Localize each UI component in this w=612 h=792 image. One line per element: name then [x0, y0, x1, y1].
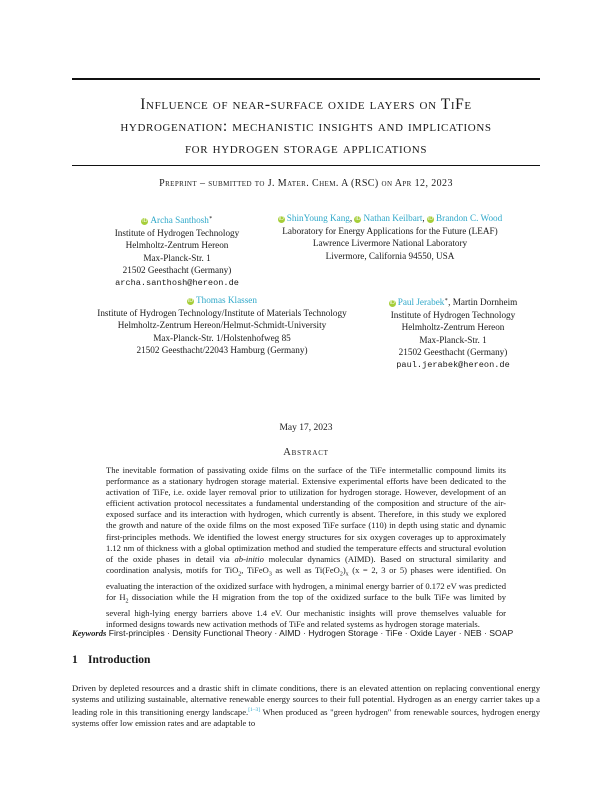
author-email[interactable]: paul.jerabek@hereon.de — [396, 360, 510, 371]
affiliation-line: 21502 Geesthacht (Germany) — [398, 347, 508, 358]
keyword-item: NEB — [463, 628, 482, 638]
orcid-icon[interactable]: iD — [389, 300, 395, 307]
affiliation-line: Institute of Hydrogen Technology — [390, 309, 516, 320]
orcid-icon[interactable]: iD — [278, 216, 284, 222]
title-rule-top — [72, 78, 540, 80]
affiliation-line: Helmholtz-Zentrum Hereon/Helmut-Schmidt-University — [117, 320, 327, 331]
author-block-llnl — [250, 212, 530, 262]
author-link[interactable]: Brandon C. Wood — [436, 213, 503, 223]
author-block-jerabek — [366, 294, 540, 372]
keyword-item: AIMD — [279, 628, 301, 638]
keywords-label: Keywords — [72, 628, 107, 638]
keyword-item: First-principles — [108, 628, 165, 638]
title-line: hydrogenation: mechanistic insights and implications — [120, 118, 492, 135]
section-title: Introduction — [88, 654, 151, 666]
author-link[interactable]: Nathan Keilbart — [363, 213, 423, 223]
corresponding-mark: ∗ — [208, 215, 213, 221]
affiliation-line: Institute of Hydrogen Technology/Institute of Materials Technology — [97, 307, 347, 318]
orcid-icon[interactable]: iD — [142, 218, 148, 225]
author-link[interactable]: Paul Jerabek — [397, 297, 445, 308]
affiliation-line: Laboratory for Energy Applications for the Future (LEAF) — [282, 225, 498, 236]
affiliation-line: 21502 Geesthacht (Germany) — [122, 265, 232, 276]
affiliation-line: 21502 Geesthacht/22043 Hamburg (Germany) — [136, 345, 308, 356]
intro-paragraph: Driven by depleted resources and a drastic shift in climate conditions, there is an elevated attention on replacing conventional energy systems and utilizing sustainable, alternative renewable energy sources to their full potential. Hydrogen as an energy carrier takes up a leading role in this transitioning energy landscape.[1–3] When produced as "green hydrogen" from renewable sources, hydrogen energy systems offer low emission rates and are adaptable to — [72, 683, 541, 729]
title-line: Influence of near-surface oxide layers on TiFe — [140, 96, 472, 113]
author-names: iD Paul Jerabek∗, Martin Dornheim — [389, 297, 518, 308]
abstract-text: The inevitable formation of passivating oxide films on the surface of the TiFe intermetallic compound limits its performance as a stationary hydrogen storage material. Extensive experimental efforts have been dedicated to the activation of TiFe, i.e. oxide layer removal prior to utilization for hydrogen storage. However, development of an efficient activation protocol necessitates a fundamental understanding of the composition and structure of the air-exposed surface and its interaction with hydrogen, which currently is absent. Therefore, in this study we explored the growth and nature of the oxide films on the most exposed TiFe surface (110) in depth using static and dynamic first-principles methods. We identified the lowest energy structures for six oxygen coverages up to approximately 1.12 nm of thickness with a global optimization method and studied the temperature effects and structural evolution of the oxide phases in detail via ab-initio molecular dynamics (AIMD). Based on structural similarity and coordination analysis, motifs for TiO$_2$, TiFeO$_3$ as well as $Ti(FeO_2)_x$ (x = 2, 3 or 5) phases were identified. On evaluating the interaction of the oxidized surface with hydrogen, a minimal energy barrier of 0.172 eV was predicted for $H_2$ dissociation while the H migration from the top of the oxidized surface to the bulk TiFe was limited by several high-lying energy barriers above 1.4 eV. Our mechanistic insights will prove themselves valuable for informed designs towards new activation methods of TiFe and related systems as hydrogen storage materials. — [106, 465, 506, 629]
author-email[interactable]: archa.santhosh@hereon.de — [115, 278, 239, 289]
affiliation-line: Lawrence Livermore National Laboratory — [312, 238, 468, 249]
author-name: Martin Dornheim — [452, 297, 518, 308]
affiliation-line: Institute of Hydrogen Technology — [114, 227, 240, 238]
author-link[interactable]: Archa Santhosh — [150, 215, 209, 226]
publication-date: May 17, 2023 — [279, 423, 333, 433]
title-rule-bottom — [72, 165, 540, 166]
title-line: for hydrogen storage applications — [184, 140, 428, 157]
section-heading — [72, 654, 150, 666]
author-block-klassen — [72, 294, 372, 357]
orcid-icon[interactable]: iD — [187, 298, 194, 304]
keyword-item: TiFe — [385, 628, 403, 638]
citation-link[interactable]: [1–3] — [248, 707, 261, 714]
affiliation-line: Livermore, California 94550, USA — [325, 250, 455, 261]
orcid-icon[interactable]: iD — [427, 216, 434, 222]
affiliation-line: Max-Planck-Str. 1 — [143, 252, 211, 263]
affiliation-line: Max-Planck-Str. 1/Holstenhofweg 85 — [153, 332, 291, 343]
preprint-note: Preprint – submitted to J. Mater. Chem. A (RSC) on Apr 12, 2023 — [159, 178, 453, 189]
author-names — [72, 294, 372, 307]
author-link[interactable]: ShinYoung Kang — [286, 213, 350, 223]
keyword-item: SOAP — [489, 628, 514, 638]
author-link[interactable]: Thomas Klassen — [196, 295, 257, 305]
orcid-icon[interactable]: iD — [355, 216, 361, 222]
keyword-item: Hydrogen Storage — [308, 628, 378, 638]
abstract-heading: Abstract — [283, 447, 329, 458]
keywords-list: First-principles · Density Functional Theory · AIMD · Hydrogen Storage · TiFe · Oxide Layer · NEB · SOAP — [108, 628, 514, 638]
paper-title — [72, 94, 540, 160]
affiliation-line: Helmholtz-Zentrum Hereon — [401, 322, 505, 333]
affiliation-line: Max-Planck-Str. 1 — [419, 334, 487, 345]
keyword-item: Density Functional Theory — [172, 628, 272, 638]
affiliation-line: Helmholtz-Zentrum Hereon — [125, 240, 229, 251]
keyword-item: Oxide Layer — [410, 628, 457, 638]
section-number: 1 — [72, 654, 78, 666]
author-names: iD ShinYoung Kang, iD Nathan Keilbart, iD Brandon C. Wood — [278, 213, 503, 223]
keywords-line — [72, 628, 540, 638]
corresponding-mark: ∗ — [444, 297, 449, 303]
